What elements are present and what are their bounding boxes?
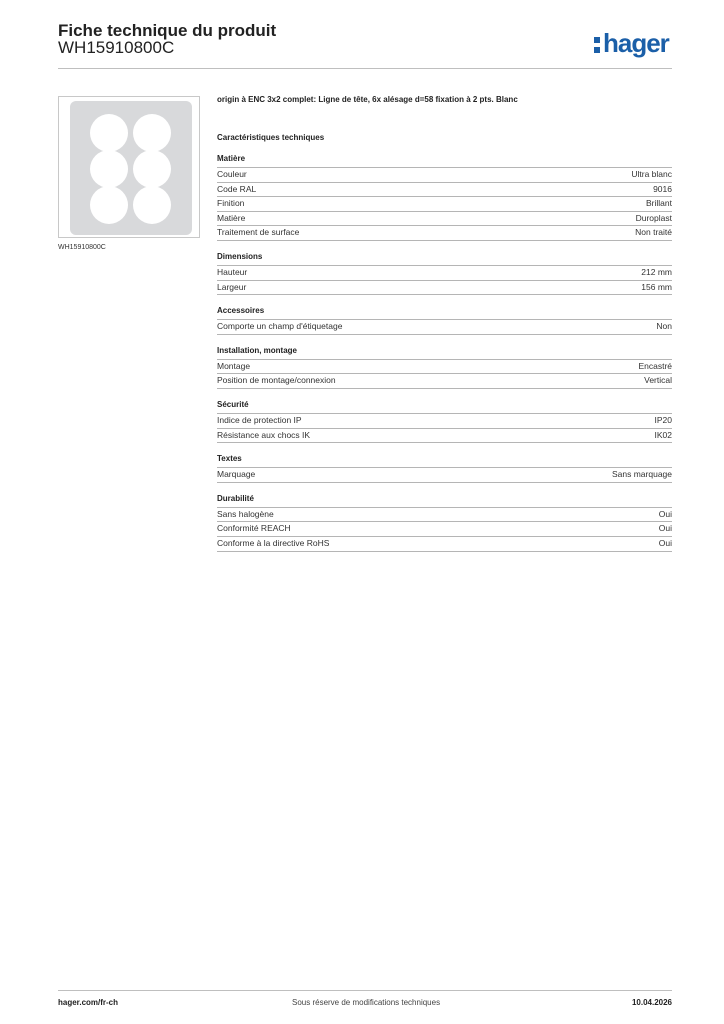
spec-label: Marquage <box>217 469 256 480</box>
spec-row <box>217 212 672 227</box>
spec-label: Largeur <box>217 281 247 292</box>
hole-5 <box>90 186 128 224</box>
spec-value: 212 mm <box>641 266 672 277</box>
spec-value: Duroplast <box>635 212 672 223</box>
spec-value: Brillant <box>646 198 672 209</box>
footer-divider <box>58 990 672 991</box>
spec-label: Hauteur <box>217 266 248 277</box>
logo-text: hager <box>603 28 669 58</box>
header-divider <box>58 68 672 69</box>
content <box>217 95 672 552</box>
spec-label: Indice de protection IP <box>217 414 302 425</box>
spec-group <box>217 305 672 335</box>
spec-value: IK02 <box>654 429 672 440</box>
spec-group <box>217 493 672 552</box>
spec-row <box>217 281 672 296</box>
spec-groups <box>217 153 672 552</box>
spec-value: Non <box>656 321 672 332</box>
spec-label: Code RAL <box>217 183 257 194</box>
group-heading: Textes <box>217 453 672 468</box>
spec-label: Matière <box>217 212 246 223</box>
spec-value: Oui <box>658 523 672 534</box>
product-description: origin à ENC 3x2 complet: Ligne de tête, 6x alésage d=58 fixation à 2 pts. Blanc <box>217 95 518 104</box>
cover-plate <box>70 101 192 235</box>
spec-label: Résistance aux chocs IK <box>217 429 311 440</box>
group-heading: Accessoires <box>217 305 672 320</box>
spec-value: Encastré <box>638 360 672 371</box>
spec-label: Position de montage/connexion <box>217 375 336 386</box>
group-heading: Installation, montage <box>217 345 672 360</box>
spec-row <box>217 414 672 429</box>
hole-4 <box>133 150 171 188</box>
spec-group <box>217 251 672 295</box>
spec-value: Ultra blanc <box>631 169 672 179</box>
spec-label: Traitement de surface <box>217 227 300 238</box>
spec-value: IP20 <box>654 414 672 425</box>
hole-2 <box>133 114 171 152</box>
footer-disclaimer: Sous réserve de modifications techniques <box>292 998 441 1007</box>
spec-row <box>217 266 672 281</box>
image-caption: WH15910800C <box>58 244 106 251</box>
group-heading: Matière <box>217 153 672 168</box>
spec-value: 9016 <box>653 183 672 194</box>
spec-value: Oui <box>658 537 672 548</box>
spec-label: Comporte un champ d'étiquetage <box>217 321 343 332</box>
spec-row <box>217 374 672 389</box>
spec-row <box>217 522 672 537</box>
spec-group <box>217 453 672 483</box>
hole-6 <box>133 186 171 224</box>
hager-logo <box>594 28 669 59</box>
spec-row <box>217 508 672 523</box>
logo-dots-icon <box>594 37 600 53</box>
spec-row <box>217 226 672 241</box>
spec-row <box>217 168 672 183</box>
spec-group <box>217 153 672 241</box>
spec-value: Non traité <box>635 227 672 238</box>
spec-row <box>217 537 672 552</box>
spec-value: 156 mm <box>641 281 672 292</box>
section-heading: Caractéristiques techniques <box>217 133 325 142</box>
group-heading: Durabilité <box>217 493 672 508</box>
spec-label: Finition <box>217 198 245 209</box>
spec-label: Conforme à la directive RoHS <box>217 537 330 548</box>
spec-row <box>217 429 672 444</box>
hole-1 <box>90 114 128 152</box>
spec-value: Sans marquage <box>611 469 672 480</box>
spec-row <box>217 183 672 198</box>
product-code: WH15910800C <box>58 38 175 57</box>
spec-value: Oui <box>658 508 672 519</box>
footer-date: 10.04.2026 <box>631 998 672 1007</box>
spec-row <box>217 197 672 212</box>
spec-label: Sans halogène <box>217 508 274 519</box>
spec-label: Couleur <box>217 169 247 179</box>
group-heading: Sécurité <box>217 399 672 414</box>
product-image <box>58 96 200 238</box>
spec-group <box>217 399 672 443</box>
spec-row <box>217 360 672 375</box>
group-heading: Dimensions <box>217 251 672 266</box>
spec-row <box>217 320 672 335</box>
spec-label: Conformité REACH <box>217 523 291 534</box>
footer-website[interactable]: hager.com/fr-ch <box>58 998 119 1007</box>
spec-group <box>217 345 672 389</box>
spec-value: Vertical <box>644 375 672 386</box>
spec-label: Montage <box>217 360 251 371</box>
spec-row <box>217 468 672 483</box>
hole-3 <box>90 150 128 188</box>
page-title: Fiche technique du produit <box>58 21 277 40</box>
